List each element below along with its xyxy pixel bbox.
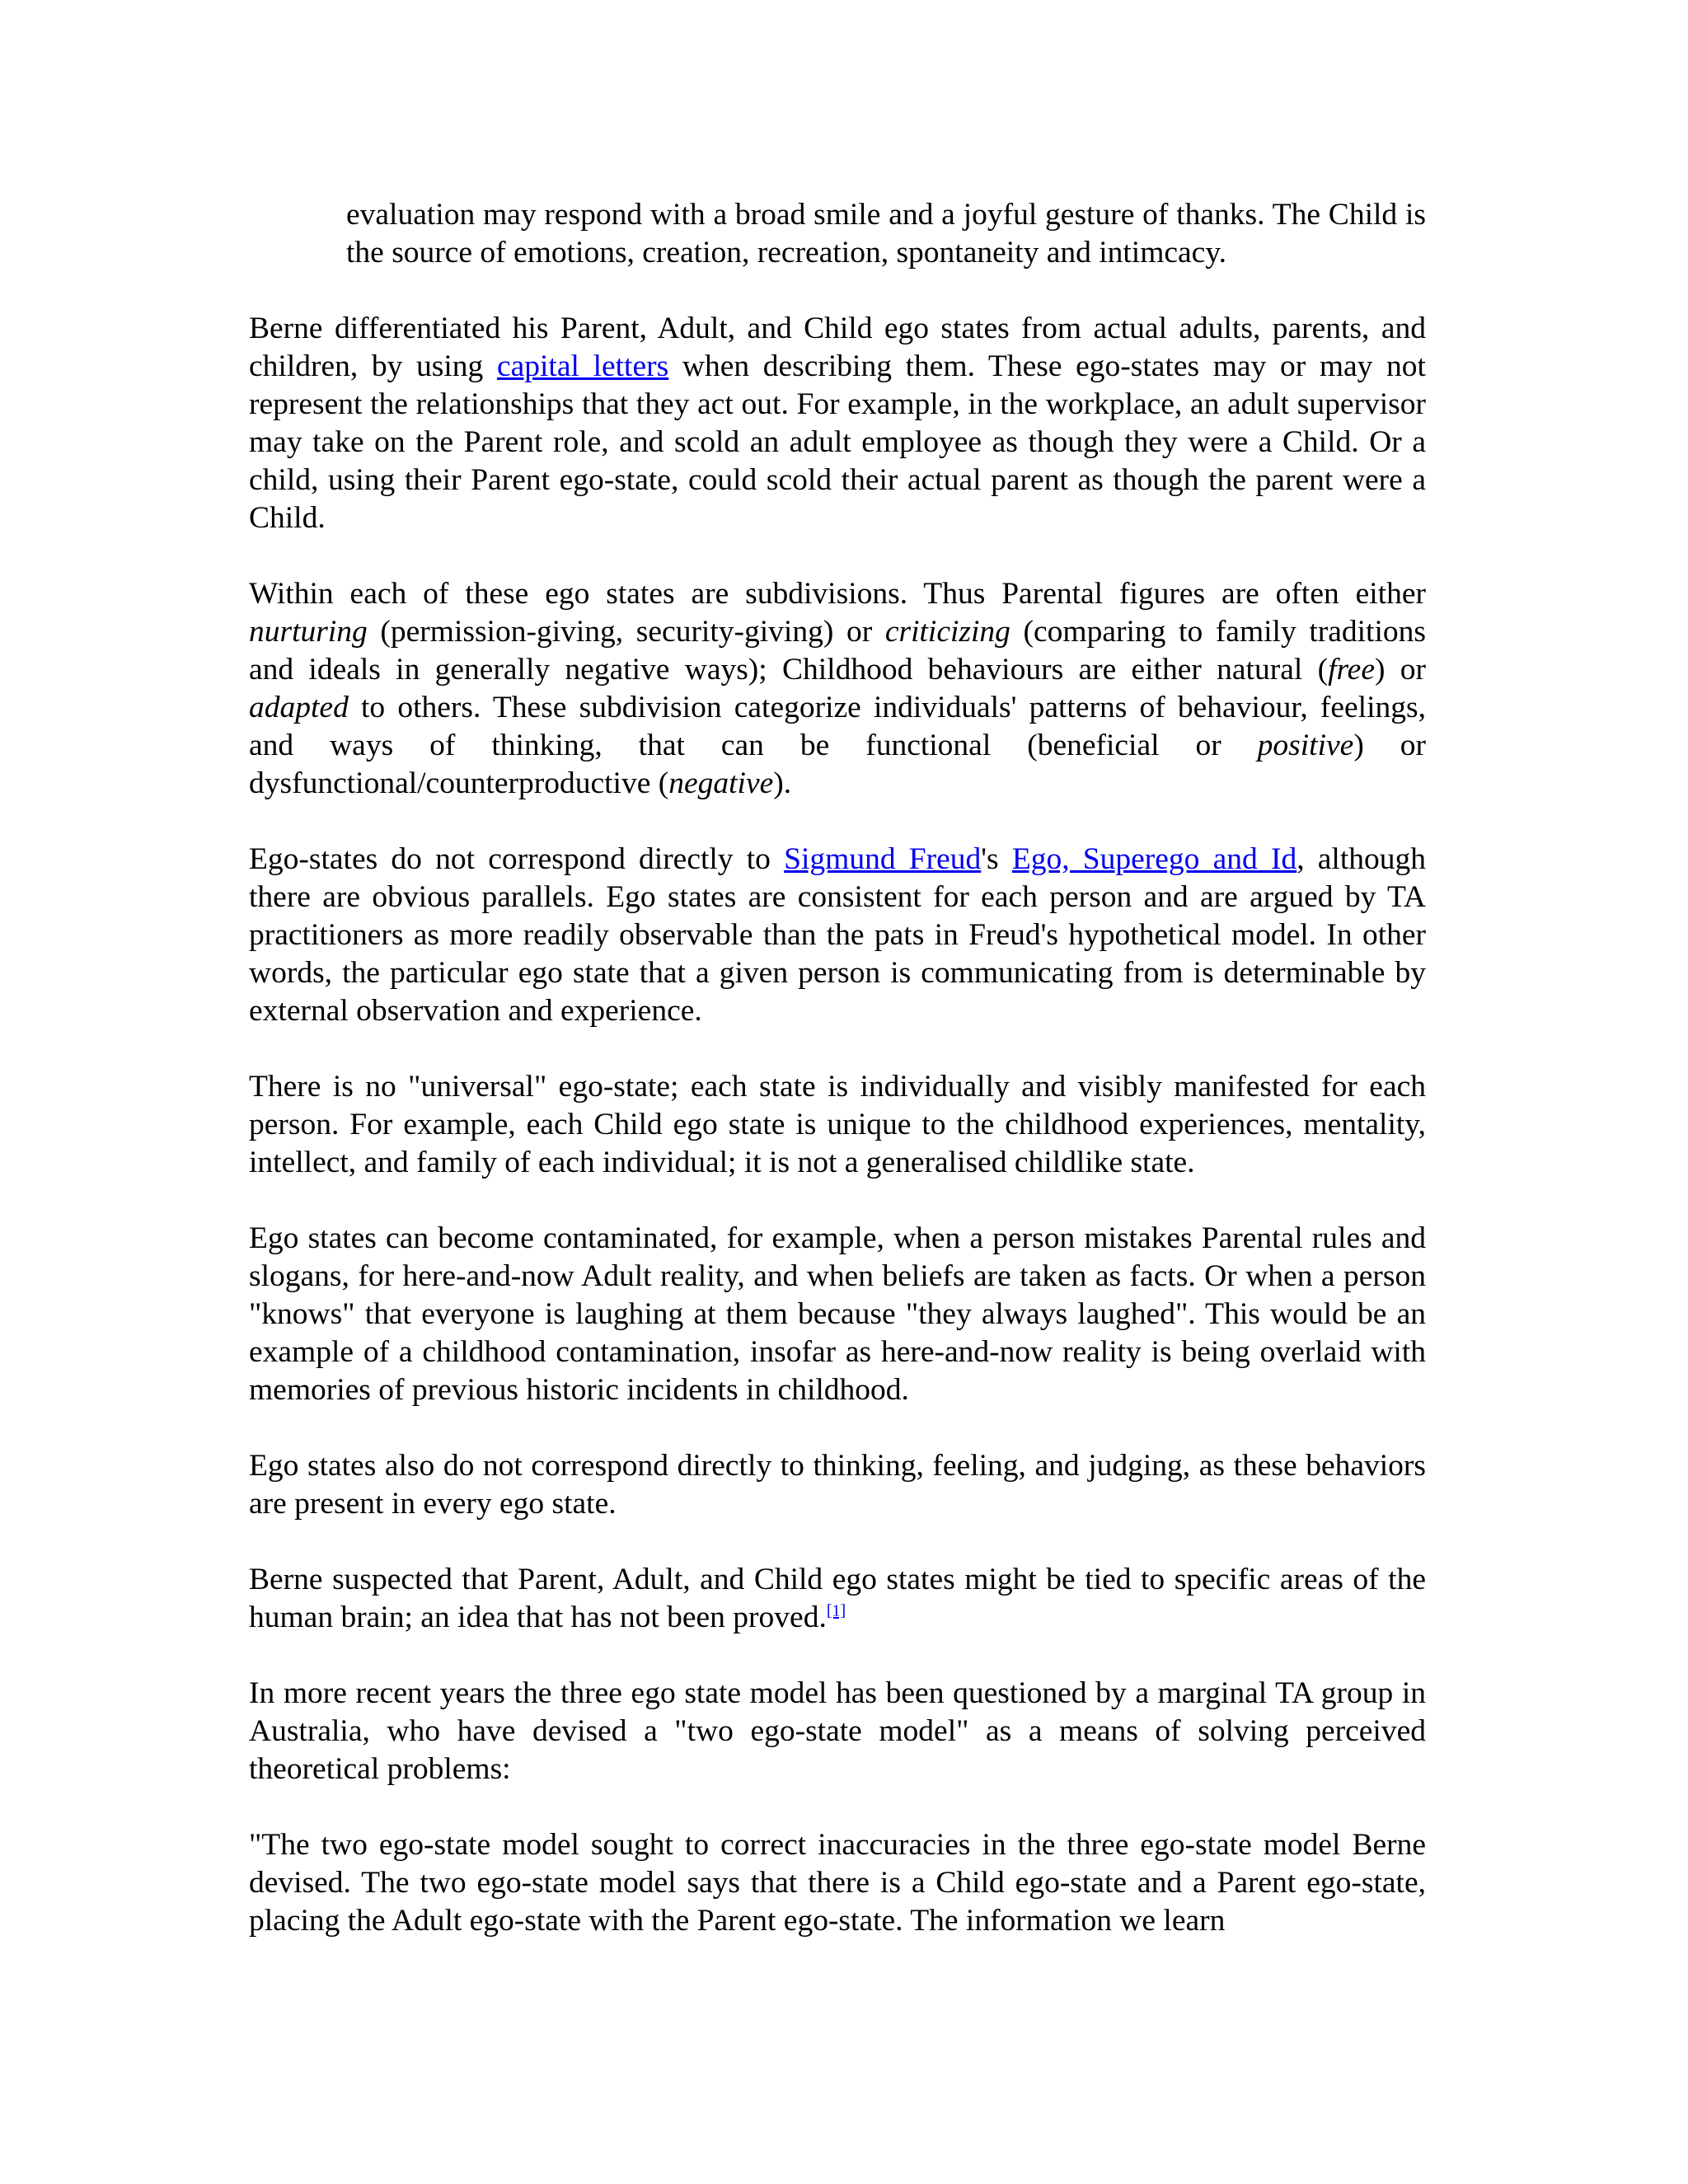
paragraph-text: to others. These subdivision categorize individuals' patterns of behaviour, feelings, and ways of thinking, that can be functional (beneficial or: [249, 691, 1426, 762]
document-page: [249, 196, 1426, 1978]
paragraph-text: (permission-giving, security-giving) or: [367, 615, 885, 649]
emphasis-positive: positive: [1257, 729, 1354, 762]
paragraph-text: There is no "universal" ego-state; each state is individually and visibly manifested for each person. For example, each Child ego state is unique to the childhood experiences, mentality, intellect, and family of each individual; it is not a generalised childlike state.: [249, 1070, 1426, 1179]
paragraph-text: when describing them. These ego-states may or may not represent the relationships that they act out. For example, in the workplace, an adult supervisor may take on the Parent role, and scold an adult employee as though they were a Child. Or a child, using their Parent ego-state, could scold their actual parent as though the parent were a Child.: [249, 349, 1426, 535]
paragraph-text: ) or dysfunctional/counterproductive (: [249, 729, 1426, 800]
paragraph-text: Berne suspected that Parent, Adult, and Child ego states might be tied to specific areas of the human brain; an idea that has not been proved.: [249, 1563, 1426, 1634]
paragraph-universal: [249, 1068, 1426, 1182]
paragraph-text: ) or: [1374, 653, 1426, 687]
paragraph-text: Berne differentiated his Parent, Adult, and Child ego states from actual adults, parents, and children, by using: [249, 312, 1426, 383]
paragraph-text: (comparing to family traditions and ideals in generally negative ways); Childhood behaviours are either natural (: [249, 615, 1426, 687]
paragraph-two-ego-state: [249, 1826, 1426, 1940]
paragraph-text: In more recent years the three ego state model has been questioned by a marginal TA group in Australia, who have devised a "two ego-state model" as a means of solving perceived theoretical problems:: [249, 1676, 1426, 1786]
paragraph-text: Within each of these ego states are subdivisions. Thus Parental figures are often either: [249, 577, 1426, 611]
paragraph-brain: [249, 1561, 1426, 1637]
paragraph-thinking-feeling: [249, 1447, 1426, 1523]
paragraph-contamination: [249, 1220, 1426, 1409]
emphasis-negative: negative: [668, 766, 774, 800]
paragraph-text: 's: [981, 842, 1012, 876]
ego-superego-id-link[interactable]: Ego, Superego and Id: [1011, 842, 1297, 876]
paragraph-text: Ego states also do not correspond directly to thinking, feeling, and judging, as these behaviors are present in every ego state.: [249, 1449, 1426, 1521]
paragraph-child-source: [346, 196, 1426, 272]
paragraph-text: Ego-states do not correspond directly to: [249, 842, 785, 876]
paragraph-text: Ego states can become contaminated, for example, when a person mistakes Parental rules and slogans, for here-and-now Adult reality, and when beliefs are taken as facts. Or when a person "knows" that everyone is laughing at them because "they always laughed". This would be an example of a childhood contamination, insofar as here-and-now reality is being overlaid with memories of previous historic incidents in childhood.: [249, 1221, 1426, 1407]
emphasis-adapted: adapted: [249, 691, 349, 724]
paragraph-text: "The two ego-state model sought to correct inaccuracies in the three ego-state model Berne devised. The two ego-state model says that there is a Child ego-state and a Parent ego-state, placing the Adult ego-state with the Parent ego-state. The information we learn: [249, 1828, 1426, 1938]
paragraph-text: , although there are obvious parallels. Ego states are consistent for each person and are argued by TA practitioners as more readily observable than the pats in Freud's hypothetical model. In other words, the particular ego state that a given person is communicating from is determinable by external observation and experience.: [249, 842, 1427, 1028]
footnote-ref: [827, 1602, 846, 1620]
paragraph-freud: [249, 841, 1426, 1030]
paragraph-capital-letters: [249, 310, 1426, 537]
footnote-link[interactable]: [1]: [826, 1601, 846, 1620]
emphasis-nurturing: nurturing: [249, 615, 368, 649]
paragraph-text: ).: [773, 766, 792, 800]
paragraph-subdivisions: [249, 575, 1426, 803]
paragraph-text: evaluation may respond with a broad smile and a joyful gesture of thanks. The Child is the source of emotions, creation, recreation, spontaneity and intimcacy.: [346, 198, 1426, 269]
paragraph-australia: [249, 1675, 1426, 1788]
emphasis-criticizing: criticizing: [884, 615, 1010, 649]
capital-letters-link[interactable]: capital letters: [496, 349, 669, 383]
sigmund-freud-link[interactable]: Sigmund Freud: [784, 842, 982, 876]
emphasis-free: free: [1328, 653, 1375, 687]
